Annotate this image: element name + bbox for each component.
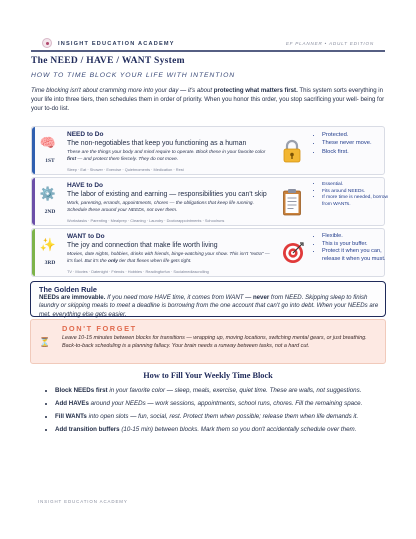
tier-need-note: • Protected. (322, 131, 396, 139)
intro-emphasis: protecting what matters first. (213, 87, 298, 94)
golden-rule-body (39, 294, 379, 319)
golden-rule-text-a: If you need more HAVE time, it comes from WANT — (105, 294, 253, 301)
tier-need-note: • These never move. (322, 139, 396, 147)
tier-have-badge (35, 178, 65, 225)
tier-need-description (67, 150, 272, 163)
tier-need-heading: NEED to Do (67, 131, 104, 138)
tier-need-desc-first: first (67, 156, 77, 162)
tier-want (31, 228, 385, 277)
step-text: in your favorite color — sleep, meals, exercise, quiet time. These are walls, not suggestions. (107, 387, 362, 394)
tier-need-badge (35, 127, 65, 174)
tier-need-note: • Block first. (322, 148, 396, 156)
tier-want-desc-b: tier that flexes when life gets tight. (117, 258, 192, 264)
step-lead: Fill WANTs (55, 413, 87, 420)
tier-want-desc-a: Movies, date nights, hobbies, drinks with friends, binge-watching your show. This isn't "extra" — it's fuel. But it's the (67, 252, 270, 264)
step-text: around your NEEDs — work sessions, appointments, school runs, chores. Fill the remaining space. (88, 400, 363, 407)
page-footer: INSIGHT EDUCATION ACADEMY (38, 499, 128, 504)
how-to-steps (45, 385, 391, 437)
dont-forget-title: DON'T FORGET (62, 324, 137, 333)
intro-body: This system sorts everything in your life into three tiers, then schedules them in order of priority. When you honor this order, you stop sacrificing your well- being for your to-do list. (31, 87, 385, 112)
tier-have-description: Work, parenting, errands, appointments, chores — the obligations that keep life running. Schedule these around your NEEDs, not over them. (67, 201, 254, 213)
tier-need-desc-b: — and protect them fiercely. They do not move. (76, 156, 179, 162)
golden-rule-text-b: from NEED. Skipping sleep to finish laundry or skipping meals to meet a deadline is borrowing from the one account that can't go into debt. When your NEEDs are met, everything else gets easier. (39, 294, 379, 318)
sparkles-icon: ✨ (39, 237, 57, 252)
brand-name: INSIGHT EDUCATION ACADEMY (58, 41, 175, 47)
tier-want-description (67, 252, 272, 265)
page-title: The NEED / HAVE / WANT System (31, 56, 185, 66)
tier-want-note: • Protect it when you can, release it when you must. (322, 248, 396, 263)
dont-forget-box (30, 319, 386, 364)
step-item (55, 411, 391, 422)
brain-icon: 🧠 (39, 135, 57, 150)
tier-need-tagline: The non-negotiables that keep you functioning as a human (67, 140, 247, 147)
tier-have-tagline: The labor of existing and earning — responsibilities you can't skip (67, 191, 267, 198)
lock-icon (282, 139, 302, 163)
edition-label: EF PLANNER • ADULT EDITION (285, 41, 374, 46)
step-text: (10-15 min) between blocks. Mark them so you don't accidentally schedule over them. (119, 426, 357, 433)
step-item (55, 385, 391, 396)
page-subtitle: HOW TO TIME BLOCK YOUR LIFE WITH INTENTION (31, 72, 236, 79)
tier-want-heading: WANT to Do (67, 233, 105, 240)
tier-want-note: • Flexible. (322, 233, 396, 241)
tier-need-desc-a: These are the things your body and mind require to operate. Block these in your favorite color (67, 150, 266, 155)
golden-rule-lead: NEEDs are immovable. (39, 294, 106, 301)
tier-have-heading: HAVE to Do (67, 182, 103, 189)
step-item (55, 398, 391, 409)
dont-forget-body: Leave 10-15 minutes between blocks for transitions — wrapping up, moving locations, switching mental gears, or just breathing. Back-to-back scheduling is a planning fallacy. Your brain needs a runway between tasks, not a hard cut. (62, 335, 367, 349)
tier-want-badge (35, 229, 65, 276)
tier-have-note: • Essential. (322, 182, 396, 189)
golden-rule-box (30, 281, 386, 317)
intro-paragraph (31, 87, 385, 113)
tier-need-examples: Sleep · Eat · Shower · Exercise · Quietmoments · Medication · Rest (67, 167, 184, 172)
tier-want-tagline: The joy and connection that make life worth living (67, 242, 218, 249)
page-header (0, 0, 416, 52)
tier-want-note: • This is your buffer. (322, 241, 396, 249)
tier-want-desc-only: only (108, 258, 118, 264)
clipboard-icon (282, 188, 302, 216)
tier-have-examples: Workstasks · Parenting · Mealprep · Cleaning · Laundry · Doctorappointments · Schoolruns (67, 218, 225, 223)
tier-want-rank: 3RD (44, 260, 56, 266)
intro-lead: Time blocking isn't about cramming more into your day — it's about (31, 87, 214, 94)
golden-rule-title: The Golden Rule (39, 285, 97, 294)
tier-need (31, 126, 385, 175)
step-lead: Block NEEDs first (55, 387, 108, 394)
target-icon (282, 242, 304, 264)
tier-have (31, 177, 389, 226)
tier-want-notes (312, 233, 396, 263)
tier-have-note: • If more time is needed, borrow from WANTs. (322, 195, 396, 208)
step-text: into open slots — fun, social, rest. Protect them when possible; release them when life demands it. (86, 413, 359, 420)
tier-need-rank: 1ST (45, 158, 55, 164)
tier-want-examples: TV · Movies · Datenight · Friends · Hobbies · Readingforfun · Socialmediascrolling (67, 269, 209, 274)
golden-rule-never: never (252, 294, 270, 301)
tier-have-rank: 2ND (44, 209, 56, 215)
hourglass-icon: ⏳ (39, 337, 51, 347)
step-item (55, 424, 391, 435)
step-lead: Add transition buffers (55, 426, 120, 433)
step-lead: Add HAVEs (55, 400, 89, 407)
header-divider (0, 0, 416, 52)
gear-icon: ⚙️ (39, 186, 57, 201)
how-to-title: How to Fill Your Weekly Time Block (143, 371, 273, 380)
tier-have-note: • Fits around NEEDs. (322, 189, 396, 196)
tier-need-notes (312, 131, 396, 156)
tier-have-notes (312, 182, 396, 209)
